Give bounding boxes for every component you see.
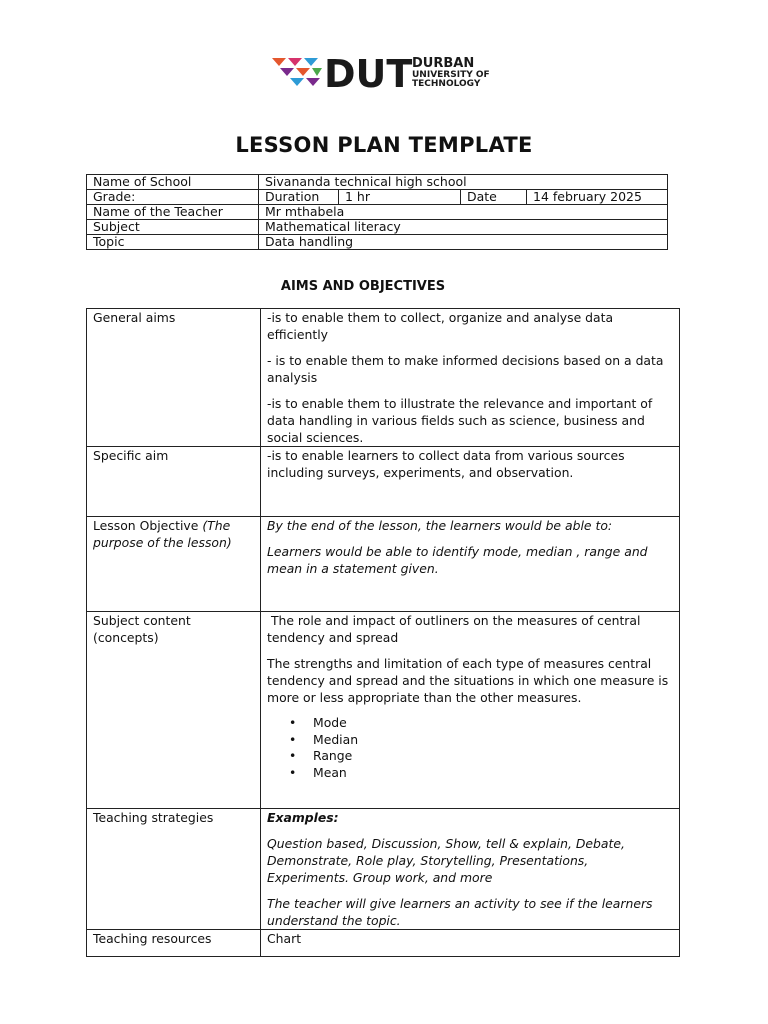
lesson-objective-label-note: (The purpose of the lesson) xyxy=(93,518,232,550)
grade-label: Grade: xyxy=(87,190,259,205)
strategies-note: The teacher will give learners an activity to see if the learners understand the topic. xyxy=(267,896,653,928)
row-grade xyxy=(87,190,668,205)
row-subject xyxy=(87,220,668,235)
school-label: Name of School xyxy=(87,175,259,190)
topic-value: Data handling xyxy=(259,235,668,250)
school-value: Sivananda technical high school xyxy=(259,175,668,190)
general-aim-2: - is to enable them to make informed decisions based on a data analysis xyxy=(267,353,664,385)
teacher-label: Name of the Teacher xyxy=(87,205,259,220)
row-specific-aim xyxy=(87,447,680,517)
topic-label: Topic xyxy=(87,235,259,250)
general-aims-label: General aims xyxy=(87,309,261,447)
lesson-objective-label-text: Lesson Objective xyxy=(93,518,199,533)
general-aims-content xyxy=(261,309,680,447)
date-value: 14 february 2025 xyxy=(527,190,668,205)
specific-aim-content xyxy=(261,447,680,517)
row-teaching-resources xyxy=(87,930,680,957)
teaching-resources-label: Teaching resources xyxy=(87,930,261,957)
section-title: AIMS AND OBJECTIVES xyxy=(280,279,446,294)
subject-content-content xyxy=(261,612,680,809)
logo-line2: UNIVERSITY OF xyxy=(412,70,490,80)
row-general-aims xyxy=(87,309,680,447)
logo-line1: DURBAN xyxy=(412,56,475,71)
list-item: • Mode xyxy=(313,715,673,732)
aims-table xyxy=(86,308,680,957)
teacher-value: Mr mthabela xyxy=(259,205,668,220)
lesson-objective-content xyxy=(261,517,680,612)
lesson-objective-label xyxy=(87,517,261,612)
strategies-list: Question based, Discussion, Show, tell & explain, Debate, Demonstrate, Role play, Storytelling, Presentations, Experiments. Group work, and more xyxy=(267,836,625,885)
info-table xyxy=(86,174,668,250)
subject-content-label: Subject content (concepts) xyxy=(87,612,261,809)
page-title: LESSON PLAN TEMPLATE xyxy=(235,133,533,157)
dut-logo-graphic xyxy=(272,52,494,92)
subject-label: Subject xyxy=(87,220,259,235)
general-aim-3: -is to enable them to illustrate the relevance and important of data handling in various fields such as science, business and social sciences. xyxy=(267,396,653,445)
row-lesson-objective xyxy=(87,517,680,612)
row-topic xyxy=(87,235,668,250)
strategies-heading: Examples: xyxy=(267,810,339,825)
logo-mark: DUT xyxy=(324,52,413,92)
measures-list xyxy=(267,715,673,781)
date-label: Date xyxy=(461,190,527,205)
teaching-strategies-label: Teaching strategies xyxy=(87,809,261,930)
teaching-strategies-content xyxy=(261,809,680,930)
duration-label: Duration xyxy=(259,190,339,205)
lesson-objective-text: Learners would be able to identify mode, median , range and mean in a statement given. xyxy=(267,544,648,576)
row-teacher xyxy=(87,205,668,220)
subject-content-p1: The role and impact of outliners on the measures of central tendency and spread xyxy=(267,613,645,645)
general-aim-1: -is to enable them to collect, organize and analyse data efficiently xyxy=(267,310,614,342)
lesson-objective-intro: By the end of the lesson, the learners would be able to: xyxy=(267,518,613,533)
teaching-resources-content: Chart xyxy=(261,930,680,957)
list-item: • Mean xyxy=(313,765,673,782)
row-subject-content xyxy=(87,612,680,809)
dut-logo xyxy=(272,52,494,92)
list-item: • Median xyxy=(313,732,673,749)
specific-aim-label: Specific aim xyxy=(87,447,261,517)
specific-aim-text: -is to enable learners to collect data from various sources including surveys, experiments, and observation. xyxy=(267,448,625,480)
subject-value: Mathematical literacy xyxy=(259,220,668,235)
row-school xyxy=(87,175,668,190)
subject-content-p2: The strengths and limitation of each type of measures central tendency and spread and the situations in which one measure is more or less appropriate than the other measures. xyxy=(267,656,669,705)
list-item: • Range xyxy=(313,748,673,765)
row-teaching-strategies xyxy=(87,809,680,930)
logo-line3: TECHNOLOGY xyxy=(412,79,481,89)
duration-value: 1 hr xyxy=(339,190,461,205)
